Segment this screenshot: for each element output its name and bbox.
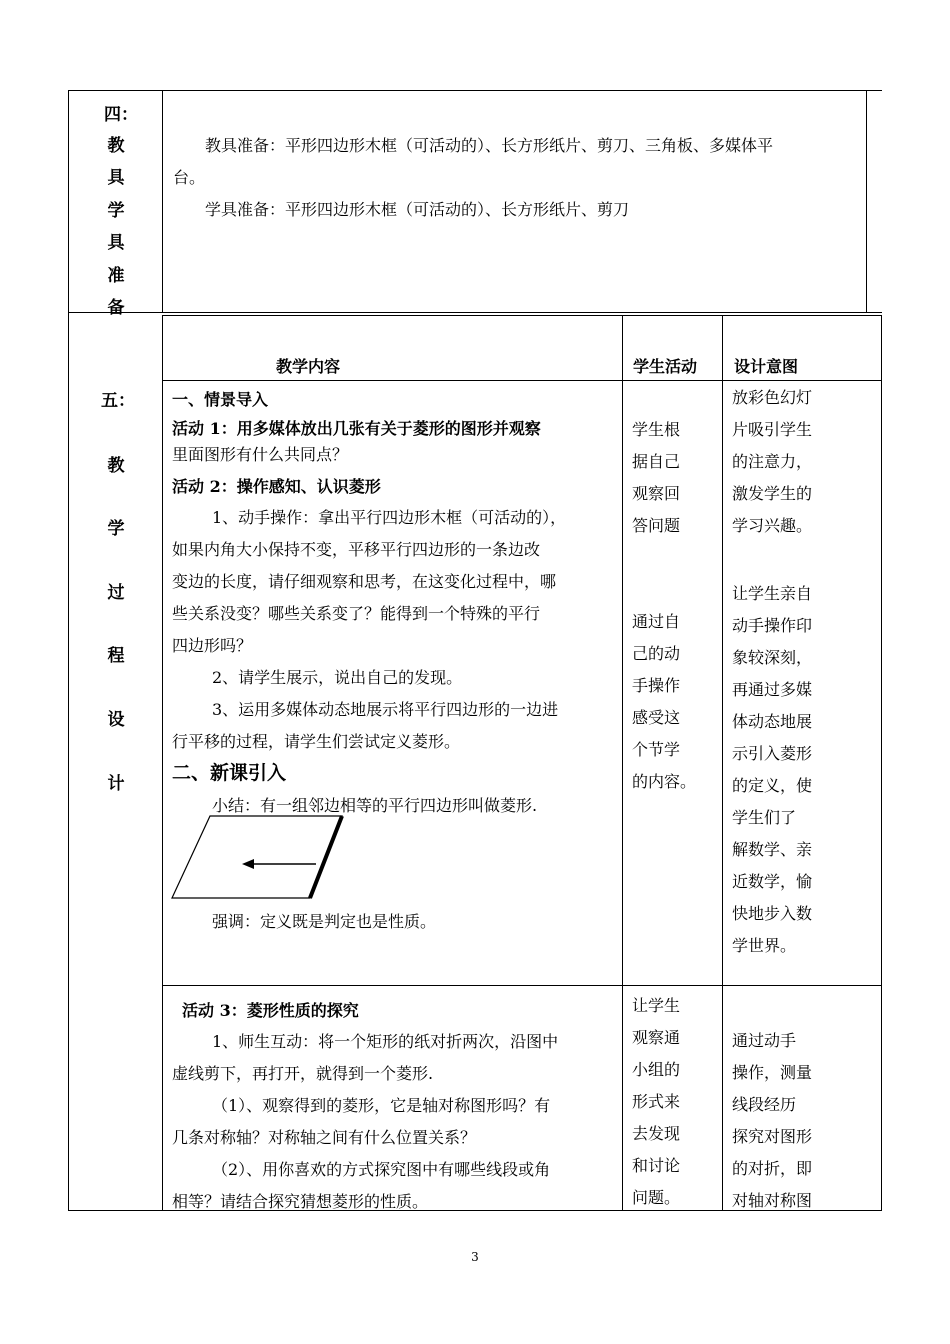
rule (162, 380, 882, 381)
header-intent: 设计意图 (734, 357, 799, 376)
student-text: 手操作 (632, 676, 681, 695)
section5-label-char: 教 (107, 456, 125, 476)
student-activity-3 (632, 990, 680, 1214)
a3-step1-line: 1、师生互动：将一个矩形的纸对折两次，沿图中 (212, 1032, 559, 1051)
a3-q1-line: （1）、观察得到的菱形，它是轴对称图形吗？有 (212, 1096, 551, 1115)
section5-label-char: 计 (107, 774, 125, 794)
step1-line: 如果内角大小保持不变，平移平行四边形的一条边改 (172, 540, 541, 559)
student-text: 答问题 (632, 516, 681, 535)
intent-text: 动手操作印 (732, 616, 813, 635)
moved-edge (310, 816, 342, 898)
rule (162, 315, 882, 316)
a3-q2-line: （2）、用你喜欢的方式探究图中有哪些线段或角 (212, 1160, 551, 1179)
rule (162, 315, 163, 1211)
intent-text: 的定义，使 (732, 776, 813, 795)
a3-step1-line: 虚线剪下，再打开，就得到一个菱形. (172, 1064, 434, 1083)
intent-text: 学习兴趣。 (732, 516, 813, 535)
student-activity-2 (632, 606, 696, 798)
section5-label-char: 五： (101, 391, 135, 411)
step1-line: 1、动手操作：拿出平行四边形木框（可活动的）， (212, 508, 567, 527)
rule (162, 90, 163, 312)
step3-line: 行平移的过程，请学生们尝试定义菱形。 (172, 732, 461, 751)
a3-q1-line: 几条对称轴？对称轴之间有什么位置关系？ (172, 1128, 477, 1147)
intent-text: 通过动手 (732, 1031, 797, 1050)
intent-text: 线段经历 (732, 1095, 797, 1114)
step1-line: 四边形吗？ (172, 636, 253, 655)
intent-text: 再通过多媒 (732, 680, 813, 699)
intent-text: 象较深刻， (732, 648, 813, 667)
rule (68, 90, 69, 1211)
step2-line: 2、请学生展示，说出自己的发现。 (212, 668, 463, 687)
student-text: 观察通 (632, 1028, 681, 1047)
arrow-head-icon (242, 859, 254, 869)
intent-text: 让学生亲自 (732, 584, 813, 603)
section5-label-char: 过 (107, 583, 125, 603)
student-text: 让学生 (632, 996, 681, 1015)
student-text: 个节学 (632, 740, 681, 759)
intent-text: 解数学、亲 (732, 840, 813, 859)
design-intent-2 (732, 578, 812, 962)
section4-label-char: 备 (107, 298, 125, 318)
rule (162, 985, 882, 986)
teaching-aids-line: 教具准备：平形四边形木框（可活动的）、长方形纸片、剪刀、三角板、多媒体平 (205, 136, 774, 155)
activity2-title: 活动 2：操作感知、认识菱形 (172, 477, 381, 496)
student-text: 观察回 (632, 484, 681, 503)
section5-label-char: 学 (107, 519, 125, 539)
intent-text: 对轴对称图 (732, 1191, 813, 1210)
header-student: 学生活动 (633, 357, 698, 376)
section4-label-char: 教 (107, 136, 125, 156)
intent-text: 学生们了 (732, 808, 797, 827)
intent-text: 快地步入数 (732, 904, 813, 923)
intent-text: 激发学生的 (732, 484, 813, 503)
design-intent-3 (732, 1025, 812, 1217)
step3-line: 3、运用多媒体动态地展示将平行四边形的一边进 (212, 700, 559, 719)
activity1-line: 活动 1：用多媒体放出几张有关于菱形的图形并观察 (172, 419, 541, 438)
learning-aids-line: 学具准备：平形四边形木框（可活动的）、长方形纸片、剪刀 (205, 200, 630, 219)
section4-label-char: 准 (107, 266, 125, 286)
section5-label-char: 设 (107, 710, 125, 730)
student-text: 小组的 (632, 1060, 681, 1079)
part1-title: 一、情景导入 (172, 390, 269, 409)
part2-title: 二、新课引入 (172, 762, 287, 784)
rule (881, 315, 882, 1211)
parallelogram-diagram (168, 808, 368, 904)
a3-q2-line: 相等？请结合探究猜想菱形的性质。 (172, 1192, 429, 1211)
intent-text: 操作，测量 (732, 1063, 813, 1082)
rule (866, 90, 867, 312)
student-text: 形式来 (632, 1092, 681, 1111)
student-text: 通过自 (632, 612, 681, 631)
step1-line: 变边的长度，请仔细观察和思考，在这变化过程中，哪 (172, 572, 557, 591)
section4-label-char: 四： (104, 105, 138, 125)
activity3-title: 活动 3：菱形性质的探究 (182, 1001, 359, 1020)
summary-line: 小结：有一组邻边相等的平行四边形叫做菱形. (212, 796, 538, 815)
intent-text: 片吸引学生 (732, 420, 813, 439)
intent-text: 示引入菱形 (732, 744, 813, 763)
rule (68, 90, 882, 91)
teaching-aids-line: 台。 (173, 168, 206, 187)
intent-text: 的注意力， (732, 452, 813, 471)
rule (68, 312, 882, 313)
student-text: 感受这 (632, 708, 681, 727)
emphasis-line: 强调：定义既是判定也是性质。 (212, 912, 437, 931)
student-text: 学生根 (632, 420, 681, 439)
header-content: 教学内容 (276, 357, 341, 376)
rule (622, 315, 623, 1211)
section4-label-char: 具 (107, 233, 125, 253)
intent-text: 的对折，即 (732, 1159, 813, 1178)
section5-label-char: 程 (107, 646, 125, 666)
student-text: 据自己 (632, 452, 681, 471)
page-number: 3 (471, 1250, 479, 1264)
rule (722, 315, 723, 1211)
intent-text: 探究对图形 (732, 1127, 813, 1146)
student-text: 的内容。 (632, 772, 697, 791)
intent-text: 体动态地展 (732, 712, 813, 731)
intent-text: 近数学，愉 (732, 872, 813, 891)
student-text: 去发现 (632, 1124, 681, 1143)
activity1-line: 里面图形有什么共同点？ (172, 445, 349, 464)
step1-line: 些关系没变？哪些关系变了？能得到一个特殊的平行 (172, 604, 541, 623)
intent-text: 学世界。 (732, 936, 797, 955)
section4-label-char: 具 (107, 168, 125, 188)
activity1-line (172, 419, 541, 439)
design-intent-1 (732, 382, 812, 542)
student-text: 己的动 (632, 644, 681, 663)
student-activity-1 (632, 414, 680, 542)
intent-text: 放彩色幻灯 (732, 388, 813, 407)
student-text: 和讨论 (632, 1156, 681, 1175)
section4-label-char: 学 (107, 201, 125, 221)
student-text: 问题。 (632, 1188, 681, 1207)
